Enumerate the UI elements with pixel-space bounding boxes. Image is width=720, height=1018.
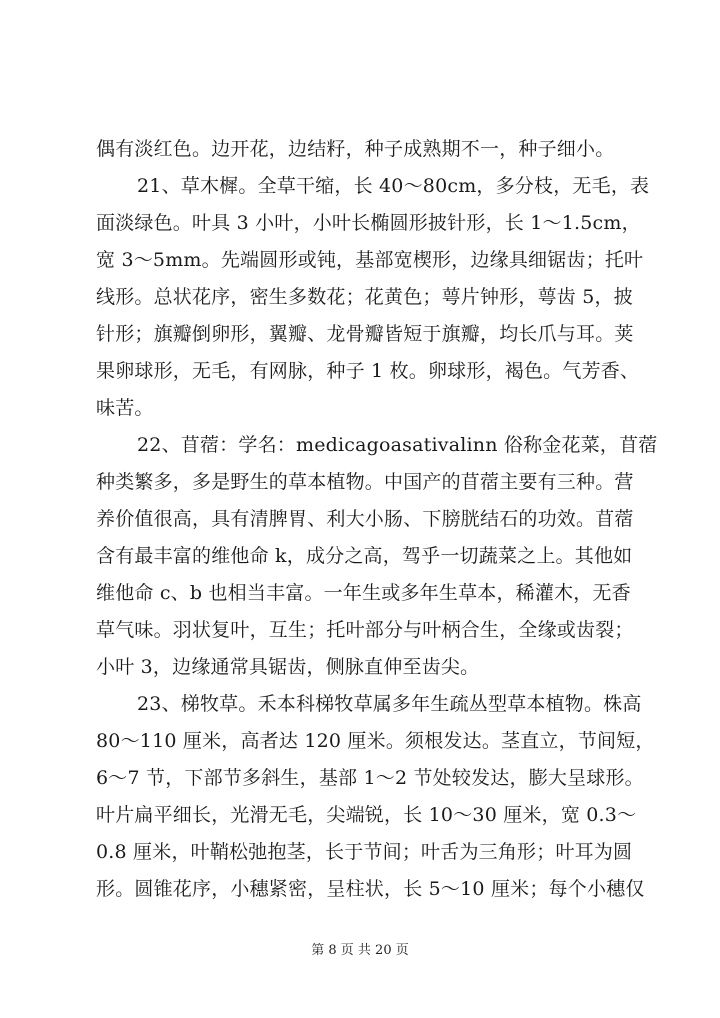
text-line: 22、苜蓿：学名：medicagoasativalinn 俗称金花菜，苜蓿 [137, 434, 658, 456]
text-line: 宽 3～5mm。先端圆形或钝，基部宽楔形，边缘具细锯齿；托叶 [96, 249, 644, 271]
text-line: 小叶 3，边缘通常具锯齿，侧脉直伸至齿尖。 [96, 656, 480, 678]
text-line: 21、草木樨。全草干缩，长 40～80cm，多分枝，无毛，表 [137, 175, 650, 197]
text-line: 23、梯牧草。禾本科梯牧草属多年生疏丛型草本植物。株高 [137, 693, 642, 715]
text-line: 含有最丰富的维他命 k，成分之高，驾乎一切蔬菜之上。其他如 [96, 545, 633, 567]
text-line: 面淡绿色。叶具 3 小叶，小叶长椭圆形披针形，长 1～1.5cm， [96, 212, 641, 234]
text-line: 养价值很高，具有清脾胃、利大小肠、下膀胱结石的功效。苜蓿 [96, 508, 634, 530]
text-line: 偶有淡红色。边开花，边结籽，种子成熟期不一，种子细小。 [96, 138, 615, 160]
text-line: 种类繁多，多是野生的草本植物。中国产的苜蓿主要有三种。营 [96, 471, 634, 493]
text-line: 叶片扁平细长，光滑无毛，尖端锐，长 10～30 厘米，宽 0.3～ [96, 804, 637, 826]
text-line: 针形；旗瓣倒卵形，翼瓣、龙骨瓣皆短于旗瓣，均长爪与耳。荚 [96, 323, 634, 345]
text-line: 形。圆锥花序，小穗紧密，呈柱状，长 5～10 厘米；每个小穗仅 [96, 878, 645, 900]
text-line: 6～7 节，下部节多斜生，基部 1～2 节处较发达，膨大呈球形。 [96, 767, 644, 789]
text-line: 80～110 厘米，高者达 120 厘米。须根发达。茎直立，节间短， [96, 730, 655, 752]
text-line: 果卵球形，无毛，有网脉，种子 1 枚。卵球形，褐色。气芳香、 [96, 360, 640, 382]
text-line: 0.8 厘米，叶鞘松弛抱茎，长于节间；叶舌为三角形；叶耳为圆 [96, 841, 633, 863]
text-line: 草气味。羽状复叶，互生；托叶部分与叶柄合生，全缘或齿裂； [96, 619, 634, 641]
text-line: 味苦。 [96, 397, 154, 419]
text-line: 线形。总状花序，密生多数花；花黄色；萼片钟形，萼齿 5，披 [96, 286, 633, 308]
text-line: 维他命 c、b 也相当丰富。一年生或多年生草本，稀灌木，无香 [96, 582, 631, 604]
page-footer: 第 8 页 共 20 页 [311, 943, 409, 958]
